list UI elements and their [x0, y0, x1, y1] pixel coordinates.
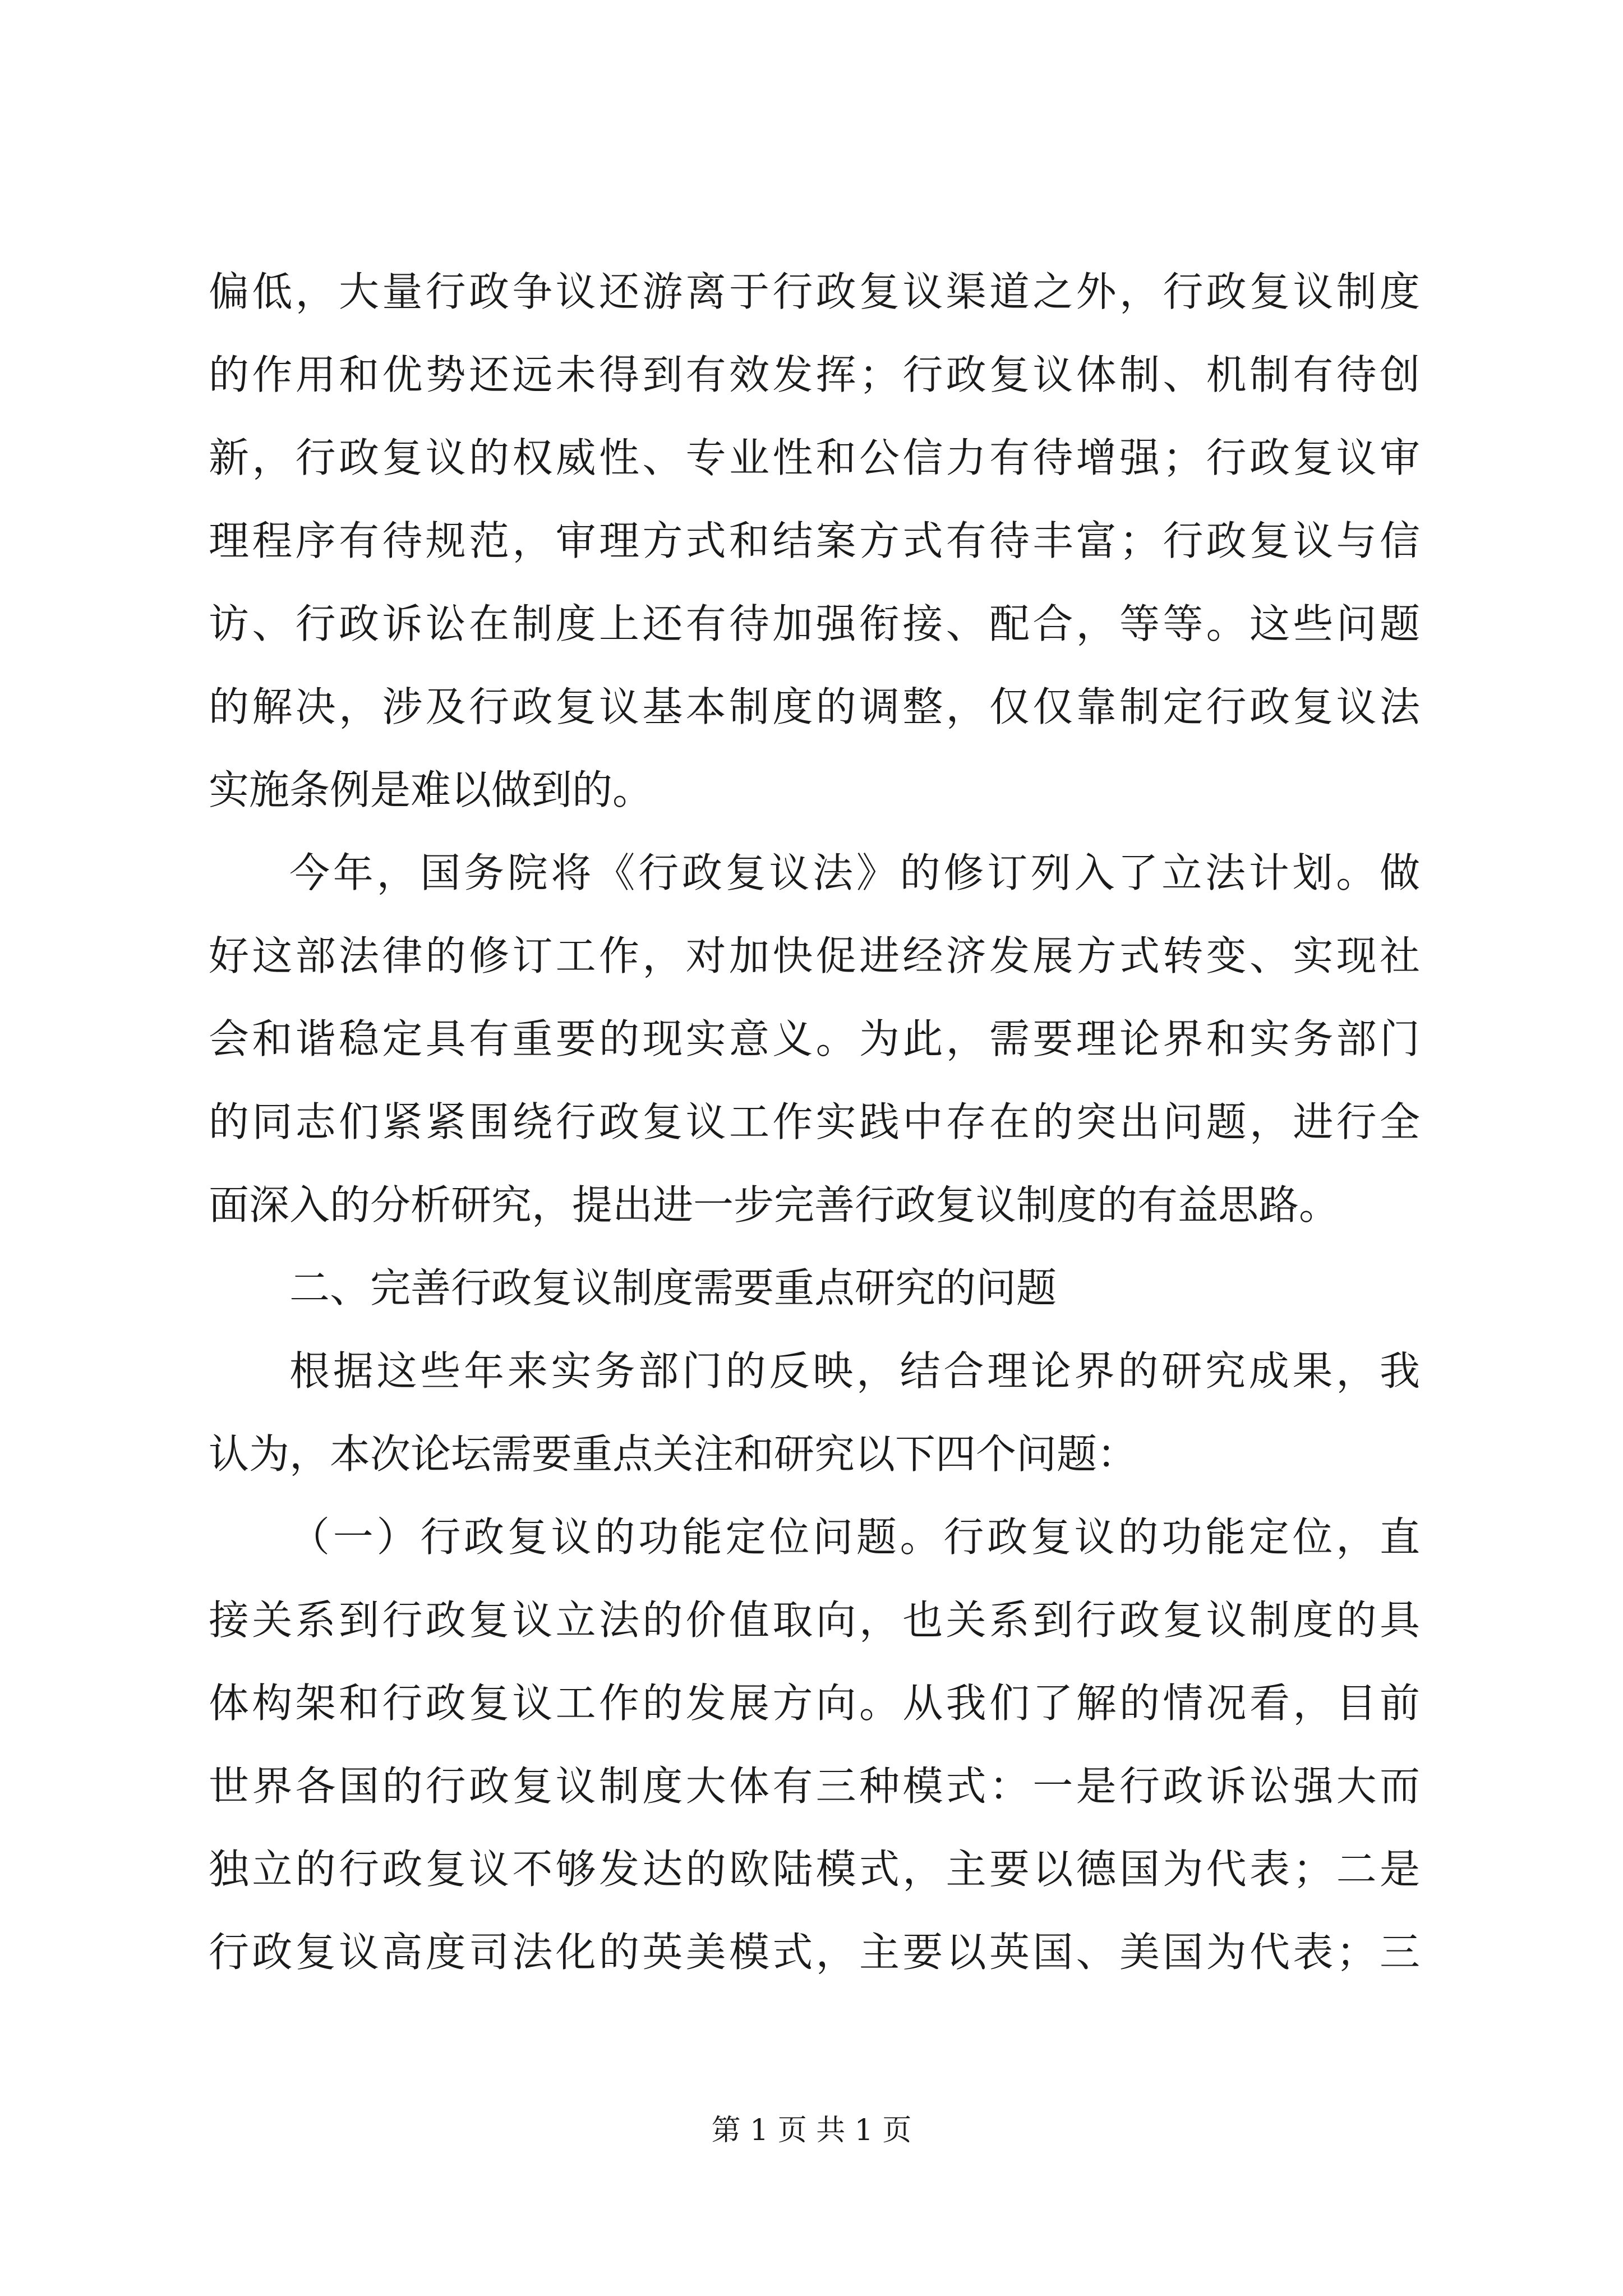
- text-line: 的作用和优势还远未得到有效发挥；行政复议体制、机制有待创: [209, 352, 1420, 397]
- text-line: 的解决，涉及行政复议基本制度的调整，仅仅靠制定行政复议法: [209, 684, 1420, 729]
- text-line: 体构架和行政复议工作的发展方向。从我们了解的情况看，目前: [209, 1681, 1420, 1726]
- text-line: 面深入的分析研究，提出进一步完善行政复议制度的有益思路。: [209, 1182, 1340, 1227]
- text-line: 世界各国的行政复议制度大体有三种模式：一是行政诉讼强大而: [209, 1764, 1420, 1809]
- text-line: 独立的行政复议不够发达的欧陆模式，主要以德国为代表；二是: [209, 1847, 1420, 1892]
- text-line: 认为，本次论坛需要重点关注和研究以下四个问题：: [209, 1432, 1138, 1476]
- text-line: 访、行政诉讼在制度上还有待加强衔接、配合，等等。这些问题: [209, 601, 1420, 646]
- text-line: 接关系到行政复议立法的价值取向，也关系到行政复议制度的具: [209, 1598, 1420, 1642]
- text-line: 好这部法律的修订工作，对加快促进经济发展方式转变、实现社: [209, 933, 1420, 978]
- section-heading: 二、完善行政复议制度需要重点研究的问题: [289, 1266, 1057, 1310]
- text-line: 实施条例是难以做到的。: [209, 767, 653, 812]
- text-line: 行政复议高度司法化的英美模式，主要以英国、美国为代表；三: [209, 1930, 1420, 1975]
- text-line: （一）行政复议的功能定位问题。行政复议的功能定位，直: [289, 1515, 1420, 1559]
- text-line: 今年，国务院将《行政复议法》的修订列入了立法计划。做: [289, 850, 1420, 895]
- text-line: 新，行政复议的权威性、专业性和公信力有待增强；行政复议审: [209, 435, 1420, 480]
- text-line: 的同志们紧紧围绕行政复议工作实践中存在的突出问题，进行全: [209, 1099, 1420, 1144]
- page-footer: 第 1 页 共 1 页: [711, 2114, 912, 2147]
- text-line: 根据这些年来实务部门的反映，结合理论界的研究成果，我: [289, 1349, 1420, 1393]
- text-line: 会和谐稳定具有重要的现实意义。为此，需要理论界和实务部门: [209, 1016, 1420, 1061]
- text-line: 理程序有待规范，审理方式和结案方式有待丰富；行政复议与信: [209, 518, 1420, 563]
- text-line: 偏低，大量行政争议还游离于行政复议渠道之外，行政复议制度: [209, 269, 1420, 314]
